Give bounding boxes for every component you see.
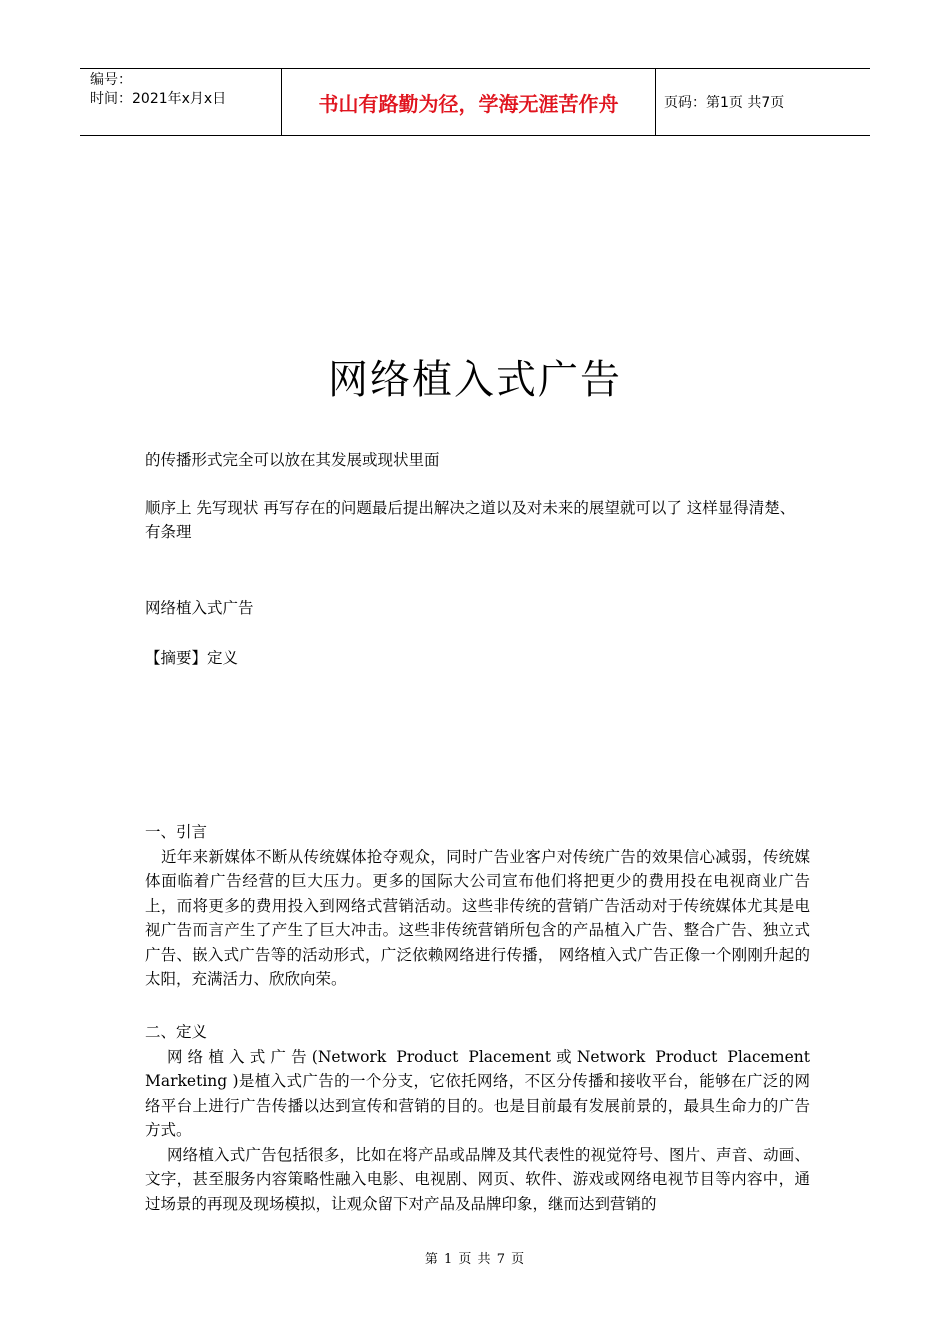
document-header	[80, 68, 870, 136]
section-2-paragraph-2: 网络植入式广告包括很多，比如在将产品或品牌及其代表性的视觉符号、图片、声音、动画、文字，甚至服务内容策略性融入电影、电视剧、网页、软件、游戏或网络电视节目等内容中，通过场景的再现及现场模拟，让观众留下对产品及品牌印象，继而达到营销的	[145, 1145, 810, 1213]
section-2	[145, 1020, 810, 1216]
section-1-heading: 一、引言	[145, 823, 208, 841]
section-2-heading: 二、定义	[145, 1023, 208, 1041]
section-1	[145, 820, 810, 992]
abstract-label: 【摘要】定义	[145, 649, 239, 667]
time-label: 时间：2021年x月x日	[90, 91, 227, 107]
header-motto: 书山有路勤为径，学海无涯苦作舟	[282, 69, 656, 135]
document-title: 网络植入式广告	[328, 357, 622, 403]
page-footer: 第 1 页 共 7 页	[424, 1252, 526, 1267]
serial-number-label: 编号：	[90, 72, 132, 88]
section-2-paragraph-1: 网络植入式广告(Network Product Placement或Network Product Placement Marketing )是植入式广告的一个分支，它依托网络，不区分传播和接收平台，能够在广泛的网络平台上进行广告传播以达到宣传和营销的目的。也是目前最有发展前景的，最具生命力的广告方式。	[145, 1047, 810, 1139]
section-1-paragraph: 近年来新媒体不断从传统媒体抢夺观众，同时广告业客户对传统广告的效果信心减弱，传统媒体面临着广告经营的巨大压力。更多的国际大公司宣布他们将把更少的费用投在电视商业广告上，而将更多的费用投入到网络式营销活动。这些非传统的营销广告活动对于传统媒体尤其是电视广告而言产生了产生了巨大冲击。这些非传统营销所包含的产品植入广告、整合广告、独立式广告、嵌入式广告等的活动形式，广泛依赖网络进行传播， 网络植入式广告正像一个刚刚升起的太阳，充满活力、欣欣向荣。	[145, 847, 810, 988]
intro-line-2: 顺序上 先写现状 再写存在的问题最后提出解决之道以及对未来的展望就可以了 这样显得清楚、有条理	[145, 499, 796, 541]
header-page-label: 页码：第1页 共7页	[664, 95, 785, 111]
header-meta-cell	[80, 69, 282, 135]
intro-line-3: 网络植入式广告	[145, 599, 254, 617]
intro-line-1: 的传播形式完全可以放在其发展或现状里面	[145, 451, 440, 469]
